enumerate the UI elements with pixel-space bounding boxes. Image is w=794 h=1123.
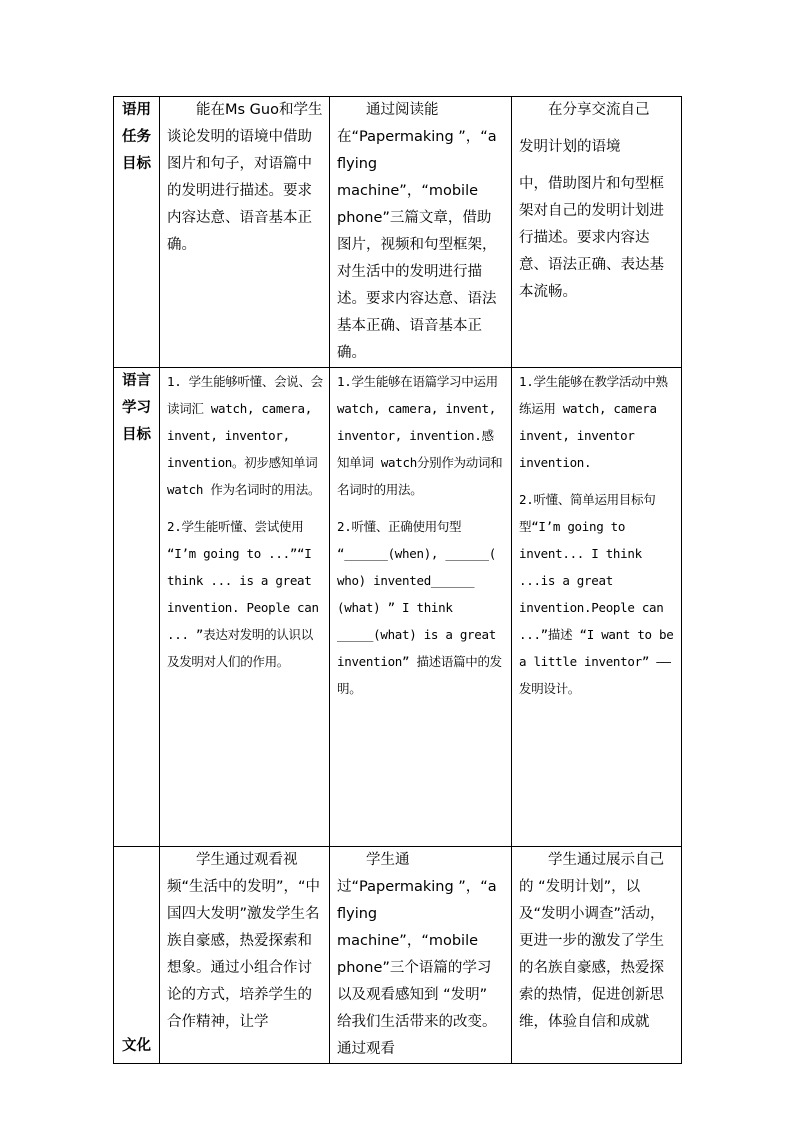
row-label-line: 目标 bbox=[122, 427, 151, 443]
row-label-line: 语言 bbox=[122, 373, 151, 389]
row-label-line: 语用 bbox=[122, 102, 151, 118]
table-cell bbox=[160, 368, 330, 847]
cell-paragraph: 在分享交流自己 bbox=[548, 102, 650, 118]
table-cell bbox=[330, 368, 512, 847]
row-label-culture bbox=[114, 847, 160, 1064]
table-row bbox=[114, 368, 682, 847]
table-cell bbox=[160, 847, 330, 1064]
cell-paragraph: 1.学生能够在教学活动中熟练运用 watch, camera invent, inventor invention. bbox=[519, 374, 668, 470]
cell-paragraph: 通过阅读能在“Papermaking ”，“a flying machine”，“mobile phone”三篇文章，借助图片，视频和句型框架，对生活中的发明进行描述。要求内容达意、语法基本正确、语音基本正确。 bbox=[337, 102, 497, 361]
cell-paragraph: 1.学生能够在语篇学习中运用 watch, camera, invent, inventor, invention.感知单词 watch分别作为动词和名词时的用法。 bbox=[337, 374, 503, 497]
table-cell bbox=[512, 847, 682, 1064]
cell-paragraph: 学生通过展示自己的 “发明计划”，以及“发明小调查”活动，更进一步的激发了学生的名族自豪感，热爱探索的热情，促进创新思维，体验自信和成就 bbox=[519, 852, 665, 1030]
table-row bbox=[114, 97, 682, 368]
table-cell bbox=[160, 97, 330, 368]
table-cell bbox=[512, 368, 682, 847]
row-label-pragmatic-task-goals bbox=[114, 97, 160, 368]
row-label-line: 文化 bbox=[122, 1038, 151, 1054]
cell-paragraph: 能在Ms Guo和学生谈论发明的语境中借助图片和句子，对语篇中的发明进行描述。要求内容达意、语音基本正确。 bbox=[167, 102, 323, 253]
cell-paragraph: 1. 学生能够听懂、会说、会读词汇 watch, camera, invent, inventor, invention。初步感知单词 watch 作为名词时的用法。 bbox=[167, 374, 323, 497]
cell-paragraph: 2.听懂、简单运用目标句型“I’m going to invent... I think ...is a great invention.People can ...”描述 “I want to be a little inventor” ——发明设计。 bbox=[519, 492, 674, 696]
table-row bbox=[114, 847, 682, 1064]
table-cell bbox=[330, 847, 512, 1064]
lesson-objectives-table bbox=[113, 96, 682, 1064]
cell-paragraph: 学生通过观看视频“生活中的发明”，“中国四大发明”激发学生名族自豪感，热爱探索和想象。通过小组合作讨论的方式，培养学生的合作精神，让学 bbox=[167, 852, 321, 1030]
cell-paragraph: 2.学生能听懂、尝试使用 “I’m going to ...”“I think ... is a great invention. People can ... ”表达对发明的认识以及发明对人们的作用。 bbox=[167, 519, 319, 669]
cell-paragraph: 发明计划的语境 bbox=[519, 139, 621, 155]
row-label-line: 目标 bbox=[122, 156, 151, 172]
cell-paragraph: 学生通过“Papermaking ”，“a flying machine”，“mobile phone”三个语篇的学习以及观看感知到 “发明” 给我们生活带来的改变。通过观看 bbox=[337, 852, 497, 1057]
row-label-language-learning-goals bbox=[114, 368, 160, 847]
row-label-line: 任务 bbox=[122, 129, 151, 145]
cell-paragraph: 中，借助图片和句型框架对自己的发明计划进行描述。要求内容达意、语法正确、表达基本流畅。 bbox=[519, 176, 664, 300]
table-cell bbox=[512, 97, 682, 368]
table-cell bbox=[330, 97, 512, 368]
row-label-line: 学习 bbox=[122, 400, 151, 416]
cell-paragraph: 2.听懂、正确使用句型 “______(when), ______( who) invented______ (what) ” I think _____(what) is a great invention” 描述语篇中的发明。 bbox=[337, 519, 502, 696]
